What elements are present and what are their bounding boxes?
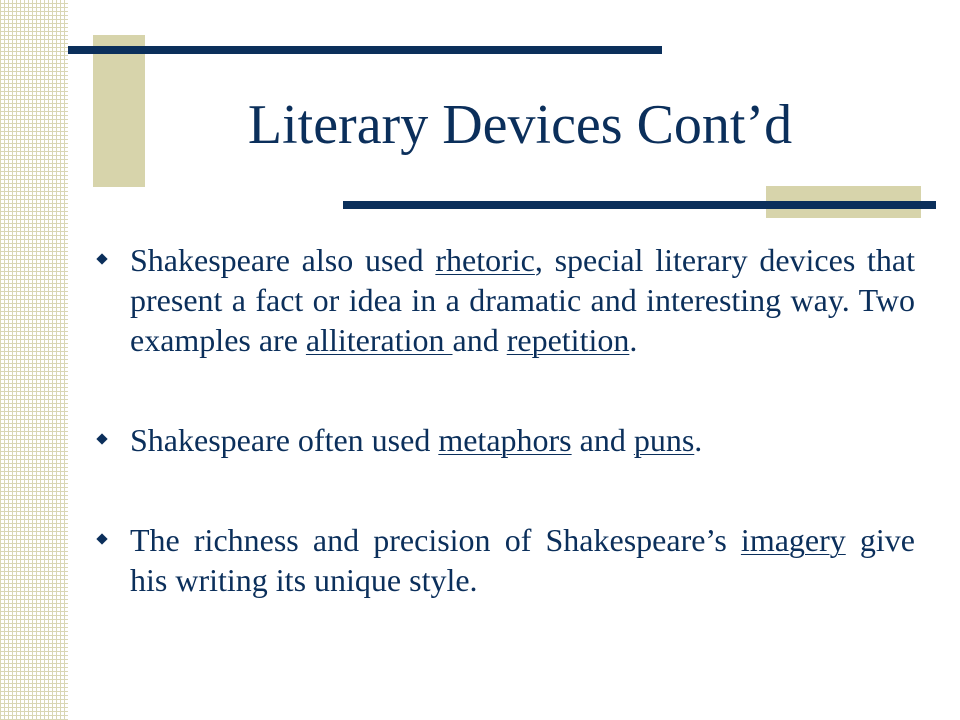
bullet-text: , special literary devices that present a fact or idea in a dramatic and interesting way. Two examples are — [130, 242, 916, 358]
term-metaphors: metaphors — [438, 422, 572, 458]
diamond-bullet-icon — [96, 433, 107, 444]
bullet-text: . — [694, 422, 703, 458]
bullet-text: and — [571, 422, 634, 458]
bullet-item-imagery — [95, 520, 915, 600]
decorative-top-square — [93, 35, 145, 187]
term-alliteration: alliteration — [305, 322, 453, 358]
diamond-bullet-icon — [96, 253, 107, 264]
decorative-stripe-band — [0, 0, 68, 720]
bullet-text: give his writing its unique style. — [130, 522, 916, 598]
term-imagery: imagery — [740, 522, 846, 558]
bullet-text: Shakespeare also used — [130, 242, 436, 278]
decorative-right-bar — [343, 201, 936, 209]
term-puns: puns — [633, 422, 695, 458]
decorative-top-bar — [68, 46, 662, 54]
bullet-item-metaphors — [95, 420, 915, 460]
slide-title: Literary Devices Cont’d — [247, 94, 793, 156]
bullet-item-rhetoric — [95, 240, 915, 360]
bullet-text: Shakespeare often used — [130, 422, 439, 458]
bullet-text: and — [452, 322, 507, 358]
term-rhetoric: rhetoric — [435, 242, 535, 278]
bullet-text: . — [629, 322, 638, 358]
bullet-text: The richness and precision of Shakespeare’s — [130, 522, 741, 558]
diamond-bullet-icon — [96, 533, 107, 544]
bullet-list — [95, 240, 915, 600]
term-repetition: repetition — [506, 322, 630, 358]
